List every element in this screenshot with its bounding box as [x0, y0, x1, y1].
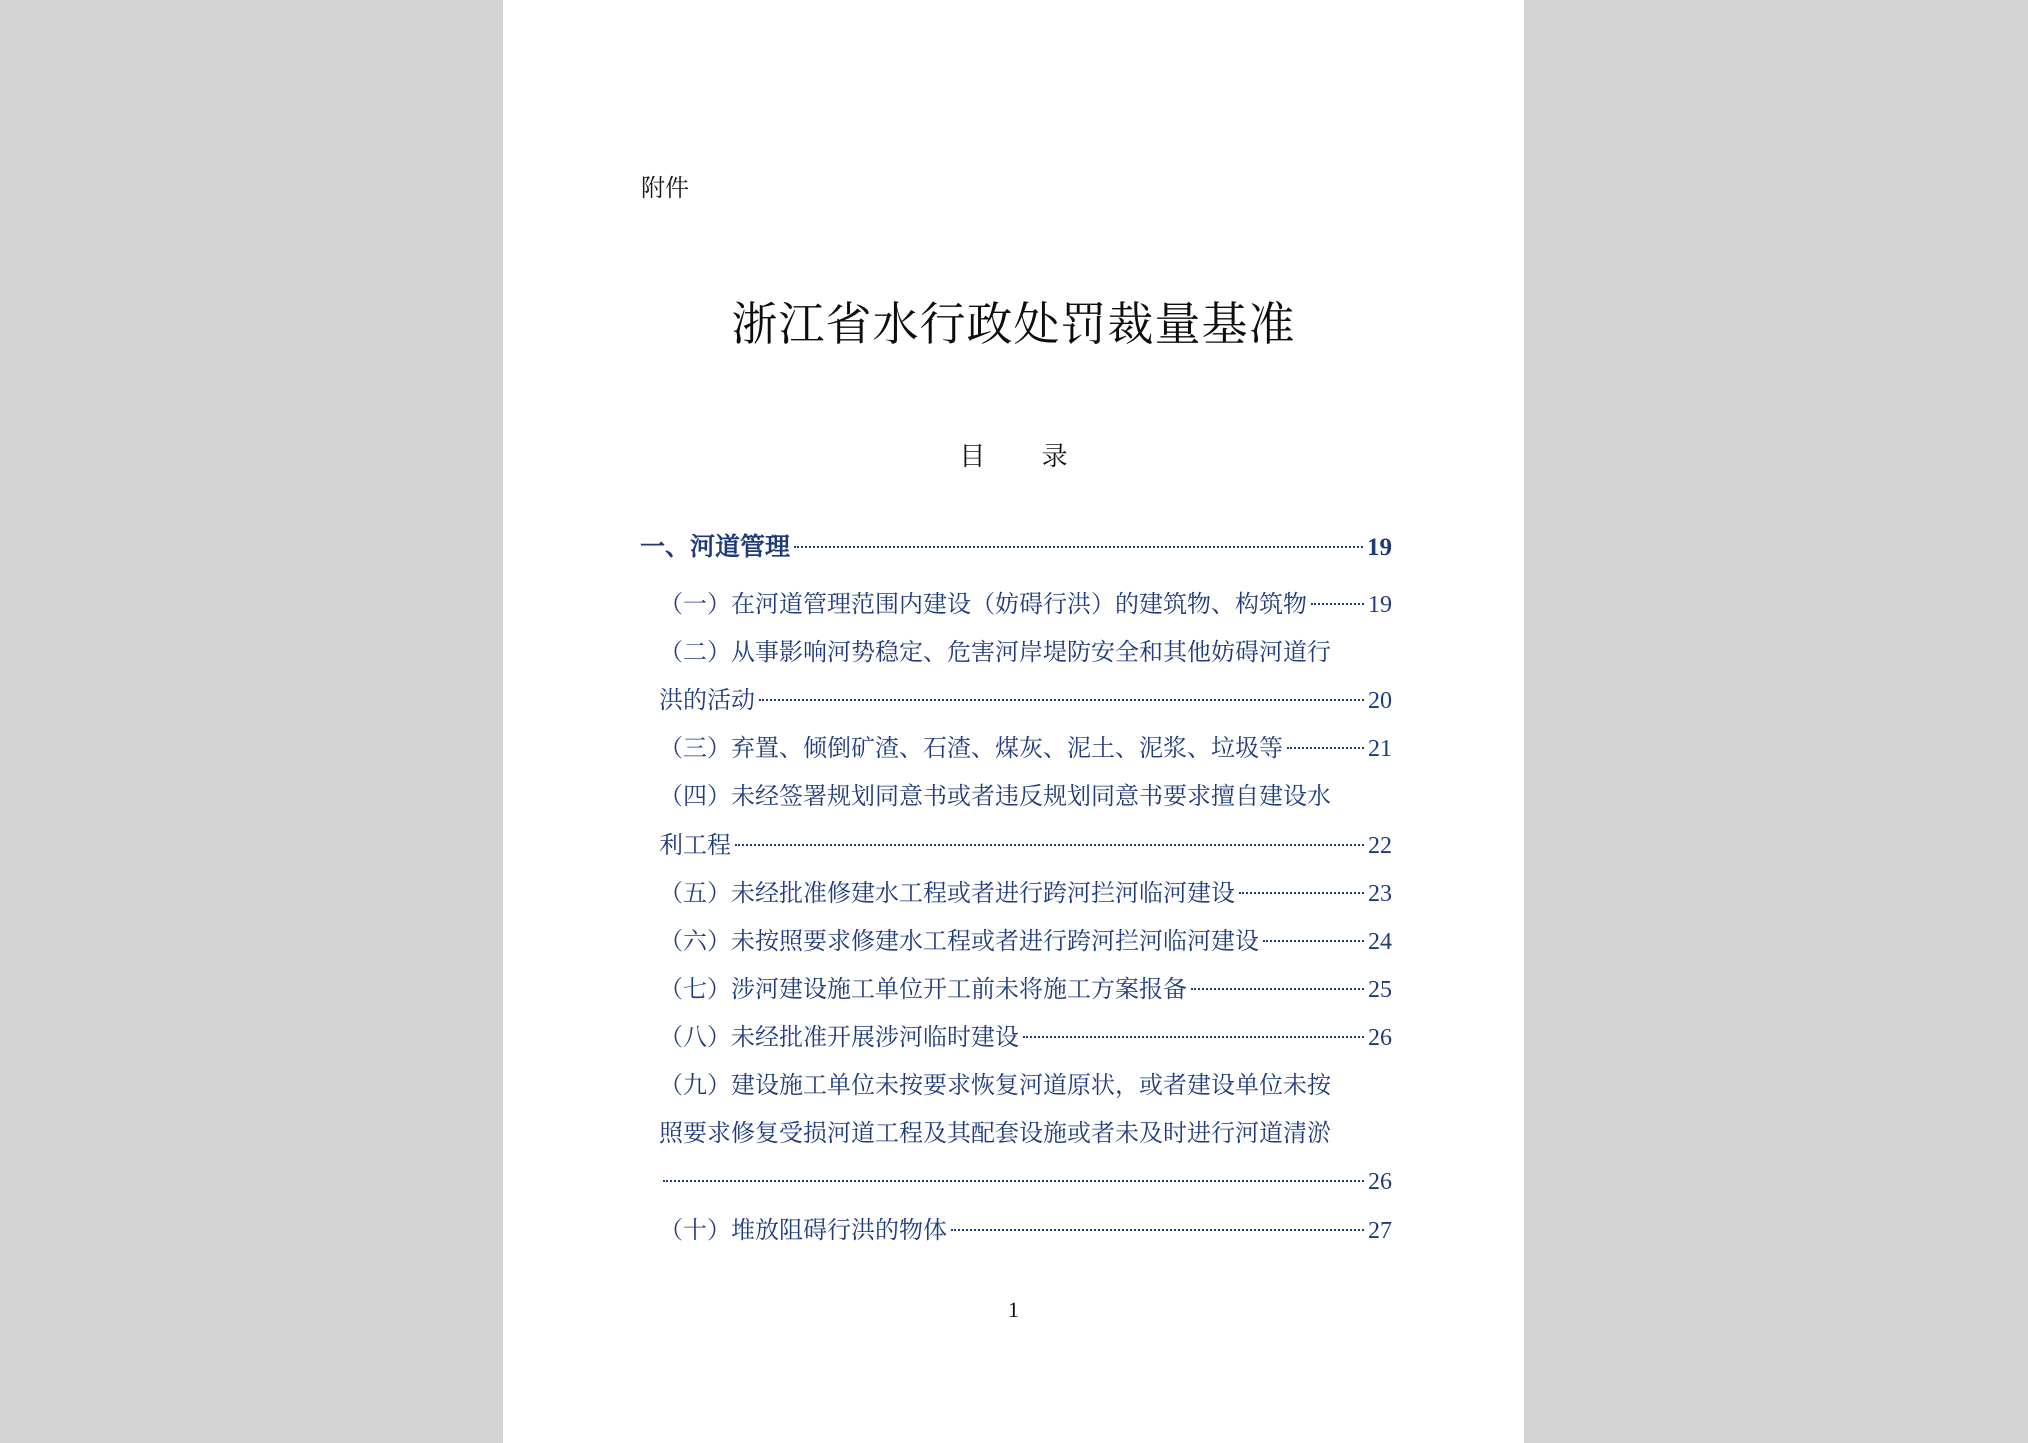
toc-entry[interactable] [659, 680, 1392, 720]
toc-leader-dots [1023, 1036, 1364, 1038]
toc-entry[interactable] [659, 1017, 1392, 1057]
toc-heading: 目 录 [959, 442, 1092, 472]
attachment-label: 附件 [641, 174, 689, 202]
toc-leader-dots [794, 546, 1363, 548]
document-title: 浙江省水行政处罚裁量基准 [731, 297, 1296, 351]
toc-entry-second-line[interactable]: 照要求修复受损河道工程及其配套设施或者未及时进行河道清淤 [659, 1119, 1331, 1147]
toc-leader-dots [759, 699, 1364, 701]
toc-entry[interactable] [659, 873, 1392, 913]
toc-entry[interactable] [659, 969, 1392, 1009]
toc-entry-label: 利工程 [659, 831, 731, 859]
toc-leader-dots [1191, 988, 1364, 990]
toc-entry[interactable] [659, 825, 1392, 865]
toc-page-number: 27 [1368, 1218, 1392, 1244]
toc-entry-label: （六）未按照要求修建水工程或者进行跨河拦河临河建设 [659, 927, 1259, 955]
toc-entry-label: （七）涉河建设施工单位开工前未将施工方案报备 [659, 975, 1187, 1003]
toc-section-river-management[interactable] [640, 527, 1392, 567]
table-of-contents [503, 0, 1524, 1443]
toc-leader-dots [1239, 892, 1364, 894]
toc-page-number: 24 [1368, 929, 1392, 955]
toc-entry[interactable] [659, 584, 1392, 624]
toc-entry[interactable] [659, 921, 1392, 961]
toc-leader-dots [663, 1180, 1364, 1182]
toc-entry-first-line[interactable]: （四）未经签署规划同意书或者违反规划同意书要求擅自建设水 [659, 782, 1331, 810]
toc-leader-dots [1287, 747, 1364, 749]
toc-page-number: 19 [1367, 534, 1392, 561]
toc-page-number: 26 [1368, 1025, 1392, 1051]
toc-section-label: 一、河道管理 [640, 532, 791, 561]
toc-entry-label: （一）在河道管理范围内建设（妨碍行洪）的建筑物、构筑物 [659, 590, 1307, 618]
toc-entry-label: （五）未经批准修建水工程或者进行跨河拦河临河建设 [659, 879, 1235, 907]
toc-leader-dots [1263, 940, 1364, 942]
toc-page-number: 20 [1368, 688, 1392, 714]
document-page [503, 0, 1524, 1443]
toc-page-number: 23 [1368, 881, 1392, 907]
page-number: 1 [1008, 1297, 1019, 1322]
toc-page-number: 26 [1368, 1169, 1392, 1195]
toc-page-number: 19 [1368, 592, 1392, 618]
toc-entry-label: 洪的活动 [659, 686, 755, 714]
toc-entry-first-line[interactable]: （九）建设施工单位未按要求恢复河道原状，或者建设单位未按 [659, 1071, 1331, 1099]
toc-leader-dots [951, 1229, 1364, 1231]
toc-entry[interactable] [659, 1162, 1392, 1202]
toc-entry-first-line[interactable]: （二）从事影响河势稳定、危害河岸堤防安全和其他妨碍河道行 [659, 638, 1331, 666]
toc-page-number: 25 [1368, 977, 1392, 1003]
toc-page-number: 22 [1368, 833, 1392, 859]
toc-entry-label: （八）未经批准开展涉河临时建设 [659, 1023, 1019, 1051]
toc-leader-dots [735, 844, 1364, 846]
toc-entry[interactable] [659, 728, 1392, 768]
toc-page-number: 21 [1368, 736, 1392, 762]
toc-entry[interactable] [659, 1210, 1392, 1250]
toc-entry-label: （三）弃置、倾倒矿渣、石渣、煤灰、泥土、泥浆、垃圾等 [659, 734, 1283, 762]
toc-leader-dots [1311, 603, 1364, 605]
toc-entry-label: （十）堆放阻碍行洪的物体 [659, 1216, 947, 1244]
